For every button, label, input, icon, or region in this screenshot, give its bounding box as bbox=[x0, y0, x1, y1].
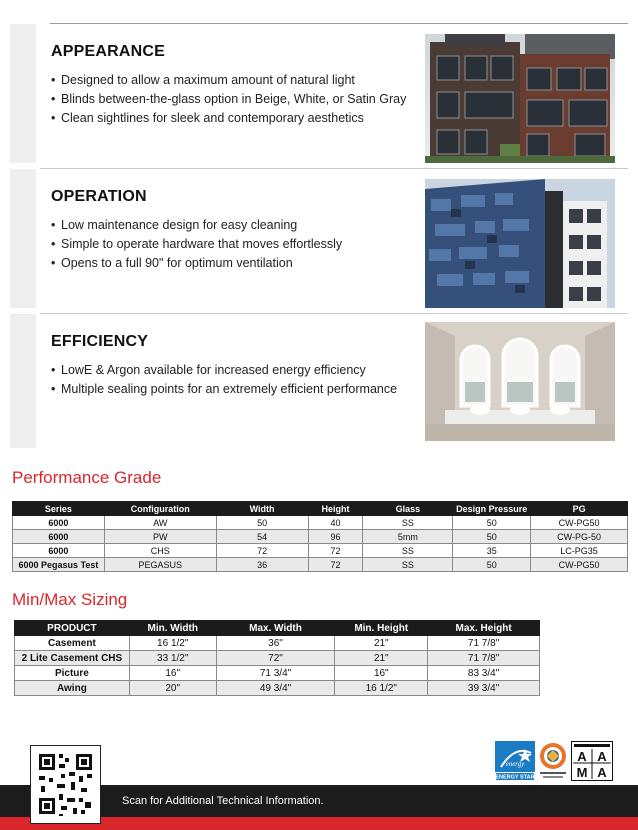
table-cell: 71 7/8" bbox=[428, 636, 540, 651]
efficiency-section bbox=[0, 314, 638, 448]
aama-letter: A bbox=[577, 749, 587, 764]
performance-table bbox=[12, 501, 628, 572]
brick-townhouse-photo bbox=[425, 34, 615, 163]
table-cell: PW bbox=[104, 530, 216, 544]
table-cell: 96 bbox=[308, 530, 363, 544]
column-header: Glass bbox=[363, 502, 453, 516]
table-cell: 20" bbox=[129, 681, 216, 696]
bullet-item: • Opens to a full 90" for optimum ventilation bbox=[51, 254, 342, 273]
bullet-list bbox=[51, 216, 342, 273]
table-cell: AW bbox=[104, 516, 216, 530]
table-cell: 50 bbox=[453, 516, 531, 530]
blue-panel-building-photo bbox=[425, 179, 615, 308]
table-cell: 72 bbox=[308, 558, 363, 572]
table-cell: 50 bbox=[453, 558, 531, 572]
table-cell: 54 bbox=[216, 530, 308, 544]
column-header: Min. Height bbox=[335, 621, 428, 636]
table-cell: 33 1/2" bbox=[129, 651, 216, 666]
sizing-table bbox=[14, 620, 540, 696]
table-cell: 71 3/4" bbox=[216, 666, 335, 681]
table-cell: 6000 bbox=[13, 544, 105, 558]
table-row bbox=[15, 666, 540, 681]
table-cell: CW-PG50 bbox=[531, 558, 628, 572]
aama-logo bbox=[571, 741, 613, 781]
table-header-row bbox=[15, 621, 540, 636]
table-cell: SS bbox=[363, 516, 453, 530]
table-cell: 72 bbox=[216, 544, 308, 558]
bay-window-interior-photo bbox=[425, 322, 615, 441]
performance-heading: Performance Grade bbox=[12, 468, 162, 487]
bullet-item: • Clean sightlines for sleek and contemporary aesthetics bbox=[51, 109, 406, 128]
table-cell: 21" bbox=[335, 636, 428, 651]
bullet-item: • LowE & Argon available for increased energy efficiency bbox=[51, 361, 397, 380]
column-header: Width bbox=[216, 502, 308, 516]
bullet-item: • Designed to allow a maximum amount of natural light bbox=[51, 71, 406, 90]
column-header: Height bbox=[308, 502, 363, 516]
aama-letter: A bbox=[597, 749, 607, 764]
table-cell: 40 bbox=[308, 516, 363, 530]
table-cell: 16" bbox=[129, 666, 216, 681]
energy-star-label: ENERGY STAR bbox=[495, 774, 535, 781]
table-cell: 35 bbox=[453, 544, 531, 558]
operation-section bbox=[0, 169, 638, 308]
table-cell: 16 1/2" bbox=[129, 636, 216, 651]
table-row bbox=[15, 681, 540, 696]
table-cell: 83 3/4" bbox=[428, 666, 540, 681]
column-header: Configuration bbox=[104, 502, 216, 516]
table-cell: 50 bbox=[216, 516, 308, 530]
sizing-heading: Min/Max Sizing bbox=[12, 590, 128, 609]
column-header: PG bbox=[531, 502, 628, 516]
table-cell: 16" bbox=[335, 666, 428, 681]
certification-seal-logo bbox=[538, 741, 568, 781]
table-cell: SS bbox=[363, 558, 453, 572]
bullet-item: • Multiple sealing points for an extremely efficient performance bbox=[51, 380, 397, 399]
bullet-item: • Low maintenance design for easy cleaning bbox=[51, 216, 342, 235]
bullet-item: • Simple to operate hardware that moves effortlessly bbox=[51, 235, 342, 254]
column-header: Max. Width bbox=[216, 621, 335, 636]
table-cell: 50 bbox=[453, 530, 531, 544]
section-accent-bar bbox=[10, 24, 36, 163]
column-header: PRODUCT bbox=[15, 621, 130, 636]
table-cell: 6000 bbox=[13, 516, 105, 530]
table-cell: 2 Lite Casement CHS bbox=[15, 651, 130, 666]
aama-letter: A bbox=[597, 765, 607, 780]
table-cell: 36" bbox=[216, 636, 335, 651]
table-cell: 36 bbox=[216, 558, 308, 572]
table-cell: 16 1/2" bbox=[335, 681, 428, 696]
table-cell: Casement bbox=[15, 636, 130, 651]
section-accent-bar bbox=[10, 169, 36, 308]
column-header: Min. Width bbox=[129, 621, 216, 636]
section-title: EFFICIENCY bbox=[51, 333, 149, 350]
table-cell: 6000 Pegasus Test bbox=[13, 558, 105, 572]
appearance-section bbox=[0, 24, 638, 163]
scan-instruction: Scan for Additional Technical Information. bbox=[122, 795, 324, 807]
table-row bbox=[15, 636, 540, 651]
table-cell: CW-PG50 bbox=[531, 516, 628, 530]
table-row bbox=[13, 530, 628, 544]
table-row bbox=[13, 558, 628, 572]
bullet-item: • Blinds between-the-glass option in Beige, White, or Satin Gray bbox=[51, 90, 406, 109]
column-header: Series bbox=[13, 502, 105, 516]
column-header: Max. Height bbox=[428, 621, 540, 636]
section-accent-bar bbox=[10, 314, 36, 448]
bullet-list bbox=[51, 361, 397, 399]
section-title: APPEARANCE bbox=[51, 43, 166, 60]
qr-code[interactable] bbox=[30, 745, 101, 824]
table-cell: Awing bbox=[15, 681, 130, 696]
table-cell: 71 7/8" bbox=[428, 651, 540, 666]
table-cell: 21" bbox=[335, 651, 428, 666]
table-row bbox=[13, 544, 628, 558]
table-header-row bbox=[13, 502, 628, 516]
table-cell: Picture bbox=[15, 666, 130, 681]
table-cell: PEGASUS bbox=[104, 558, 216, 572]
table-cell: 39 3/4" bbox=[428, 681, 540, 696]
energy-star-logo bbox=[495, 741, 535, 781]
table-row bbox=[13, 516, 628, 530]
table-cell: CHS bbox=[104, 544, 216, 558]
table-row bbox=[15, 651, 540, 666]
table-cell: 5mm bbox=[363, 530, 453, 544]
table-cell: CW-PG-50 bbox=[531, 530, 628, 544]
table-cell: 72 bbox=[308, 544, 363, 558]
table-cell: SS bbox=[363, 544, 453, 558]
column-header: Design Pressure bbox=[453, 502, 531, 516]
aama-letter: M bbox=[576, 765, 588, 780]
table-cell: 49 3/4" bbox=[216, 681, 335, 696]
bullet-list bbox=[51, 71, 406, 128]
table-cell: 6000 bbox=[13, 530, 105, 544]
table-cell: 72" bbox=[216, 651, 335, 666]
section-title: OPERATION bbox=[51, 188, 147, 205]
svg-text:energy: energy bbox=[505, 760, 525, 768]
table-cell: LC-PG35 bbox=[531, 544, 628, 558]
